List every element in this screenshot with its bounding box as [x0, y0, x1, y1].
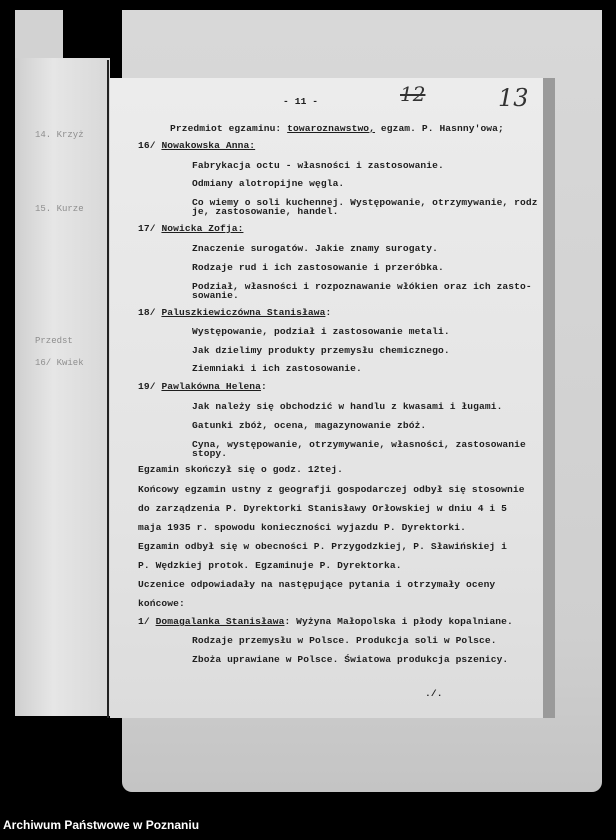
student-heading: 17/ Nowicka Zofja:: [138, 223, 244, 234]
typed-page-number: - 11 -: [283, 96, 319, 107]
final-student-line: 1/ Domagalanka Stanisława: Wyżyna Małopolska i płody kopalniane.: [138, 616, 513, 627]
question: Odmiany alotropijne węgla.: [192, 178, 345, 189]
subject-line: Przedmiot egzaminu: towaroznawstwo, egzam. P. Hasnny'owa;: [170, 123, 504, 134]
paragraph-line: P. Wędzkiej protok. Egzaminuje P. Dyrektorka.: [138, 560, 402, 571]
underlying-fragment: 14. Krzyż: [35, 130, 84, 140]
question: Cyna, występowanie, otrzymywanie, własności, zastosowanie: [192, 439, 526, 450]
crossed-page-number: 12: [400, 82, 426, 106]
question: Co wiemy o soli kuchennej. Występowanie, otrzymywanie, rodz: [192, 197, 538, 208]
question: Ziemniaki i ich zastosowanie.: [192, 363, 362, 374]
question: sowanie.: [192, 290, 239, 301]
question: Rodzaje przemysłu w Polsce. Produkcja soli w Polsce.: [192, 635, 497, 646]
underlying-fragment: 15. Kurze: [35, 204, 84, 214]
paragraph-line: Końcowy egzamin ustny z geografji gospodarczej odbył się stosownie: [138, 484, 525, 495]
question: Zboża uprawiane w Polsce. Światowa produkcja pszenicy.: [192, 654, 509, 665]
question: Rodzaje rud i ich zastosowanie i przeróbka.: [192, 262, 444, 273]
underlying-fragment: Przedst: [35, 336, 73, 346]
paragraph-line: Egzamin odbył się w obecności P. Przygodzkiej, P. Sławińskiej i: [138, 541, 508, 552]
underlying-page-tab: [15, 10, 63, 60]
question: Gatunki zbóż, ocena, magazynowanie zbóż.: [192, 420, 427, 431]
underlying-fragment: 16/ Kwiek: [35, 358, 84, 368]
page-fold: [107, 60, 109, 718]
question: je, zastosowanie, handel.: [192, 206, 339, 217]
student-heading: 18/ Paluszkiewiczówna Stanisława:: [138, 307, 332, 318]
paragraph-line: do zarządzenia P. Dyrektorki Stanisławy Orłowskiej w dniu 4 i 5: [138, 503, 508, 514]
paragraph-line: Egzamin skończył się o godz. 12tej.: [138, 464, 344, 475]
subject-name: towaroznawstwo,: [287, 123, 376, 134]
question: Jak należy się obchodzić w handlu z kwasami i ługami.: [192, 401, 503, 412]
underlying-page: [15, 58, 110, 716]
student-heading: 19/ Pawlakówna Helena:: [138, 381, 267, 392]
end-mark: ./.: [425, 688, 443, 699]
paragraph-line: maja 1935 r. spowodu konieczności wyjazdu P. Dyrektorki.: [138, 522, 467, 533]
question: Podział, własności i rozpoznawanie włókien oraz ich zasto-: [192, 281, 532, 292]
paragraph-line: Uczenice odpowiadały na następujące pytania i otrzymały oceny: [138, 579, 496, 590]
question: Występowanie, podział i zastosowanie metali.: [192, 326, 450, 337]
question: Fabrykacja octu - własności i zastosowanie.: [192, 160, 444, 171]
page-edge-shadow: [543, 78, 555, 718]
handwritten-page-number: 13: [498, 84, 529, 112]
student-heading: 16/ Nowakowska Anna:: [138, 140, 256, 151]
document-page: [110, 78, 543, 718]
question: Znaczenie surogatów. Jakie znamy surogaty.: [192, 243, 439, 254]
question: Jak dzielimy produkty przemysłu chemicznego.: [192, 345, 450, 356]
archive-watermark: Archiwum Państwowe w Poznaniu: [3, 818, 200, 832]
paragraph-line: końcowe:: [138, 598, 185, 609]
question: stopy.: [192, 448, 228, 459]
